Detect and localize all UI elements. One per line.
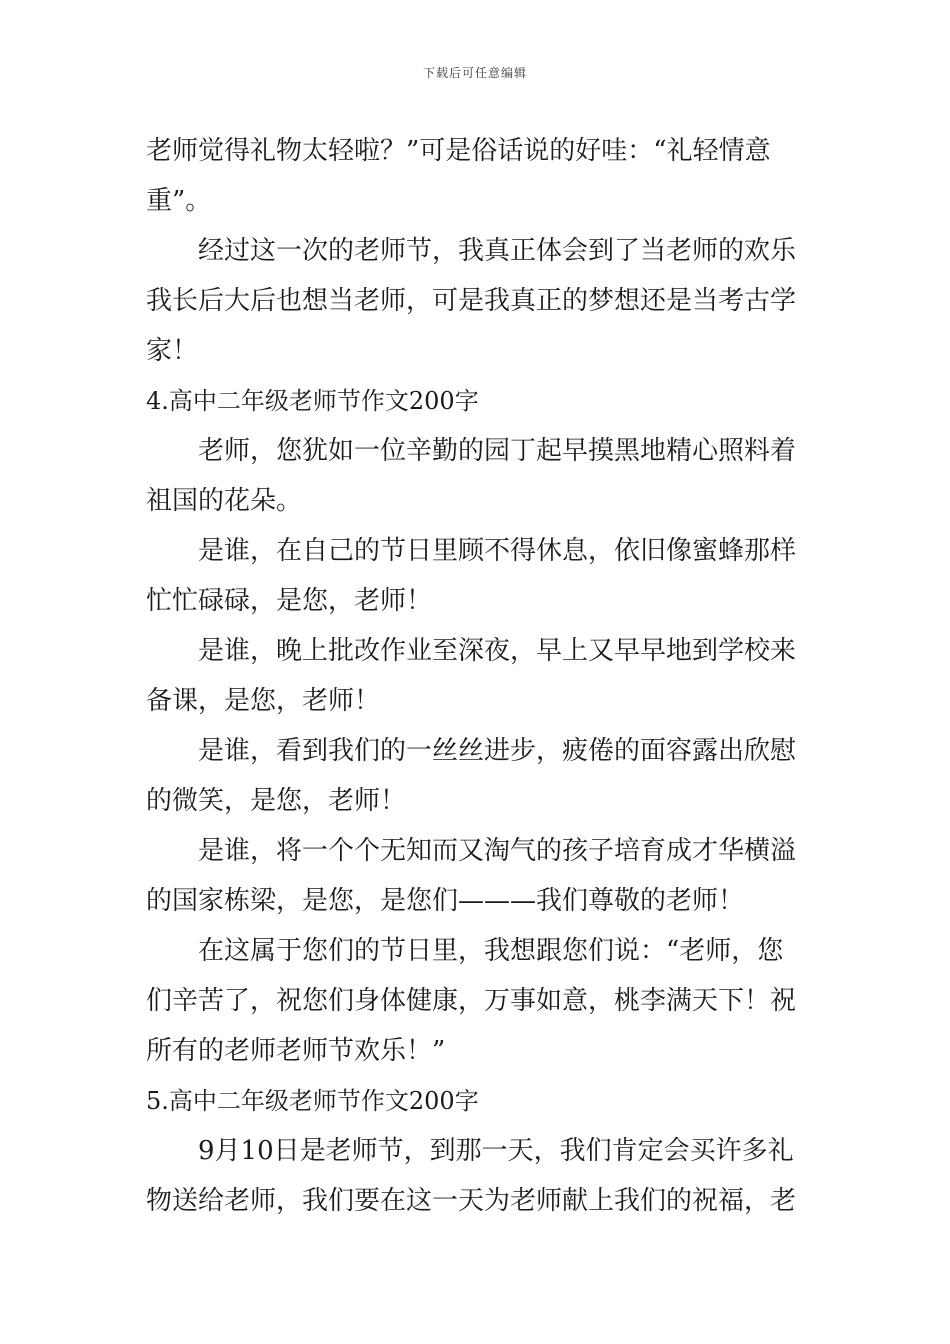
text-line: 是谁，在自己的节日里顾不得休息，依旧像蜜蜂那样	[198, 536, 797, 566]
text-line: 老师，您犹如一位辛勤的园丁起早摸黑地精心照料着	[198, 436, 797, 466]
text-line: 是谁，晚上批改作业至深夜，早上又早早地到学校来	[198, 636, 797, 666]
text-line: 们辛苦了，祝您们身体健康，万事如意，桃李满天下！祝	[146, 986, 797, 1016]
text-line: 家！	[146, 336, 199, 366]
text-line: 是谁，看到我们的一丝丝进步，疲倦的面容露出欣慰	[198, 736, 797, 766]
text-line: 物送给老师，我们要在这一天为老师献上我们的祝福，老	[146, 1186, 797, 1216]
document-body	[146, 126, 806, 1226]
section-heading: 5.高中二年级老师节作文200字	[146, 1087, 479, 1115]
text-line: 我长后大后也想当老师，可是我真正的梦想还是当考古学	[146, 286, 797, 316]
text-line: 重”。	[146, 186, 212, 216]
text-line: 9月10日是老师节，到那一天，我们肯定会买许多礼	[198, 1136, 794, 1166]
text-line: 备课，是您，老师！	[146, 686, 381, 716]
text-line: 的微笑，是您，老师！	[146, 786, 407, 816]
text-line: 的国家栋梁，是您，是您们———我们尊敬的老师！	[146, 886, 745, 916]
page-header: 下载后可任意编辑	[422, 66, 527, 80]
text-line: 老师觉得礼物太轻啦？”可是俗话说的好哇：“礼轻情意	[146, 136, 771, 166]
text-line: 是谁，将一个个无知而又淘气的孩子培育成才华横溢	[198, 836, 797, 866]
section-heading: 4.高中二年级老师节作文200字	[146, 387, 479, 415]
text-line: 忙忙碌碌，是您，老师！	[146, 586, 433, 616]
text-line: 经过这一次的老师节，我真正体会到了当老师的欢乐	[198, 236, 797, 266]
text-line: 所有的老师老师节欢乐！”	[146, 1036, 446, 1066]
text-line: 在这属于您们的节日里，我想跟您们说：“老师，您	[198, 936, 784, 966]
text-line: 祖国的花朵。	[146, 486, 303, 516]
